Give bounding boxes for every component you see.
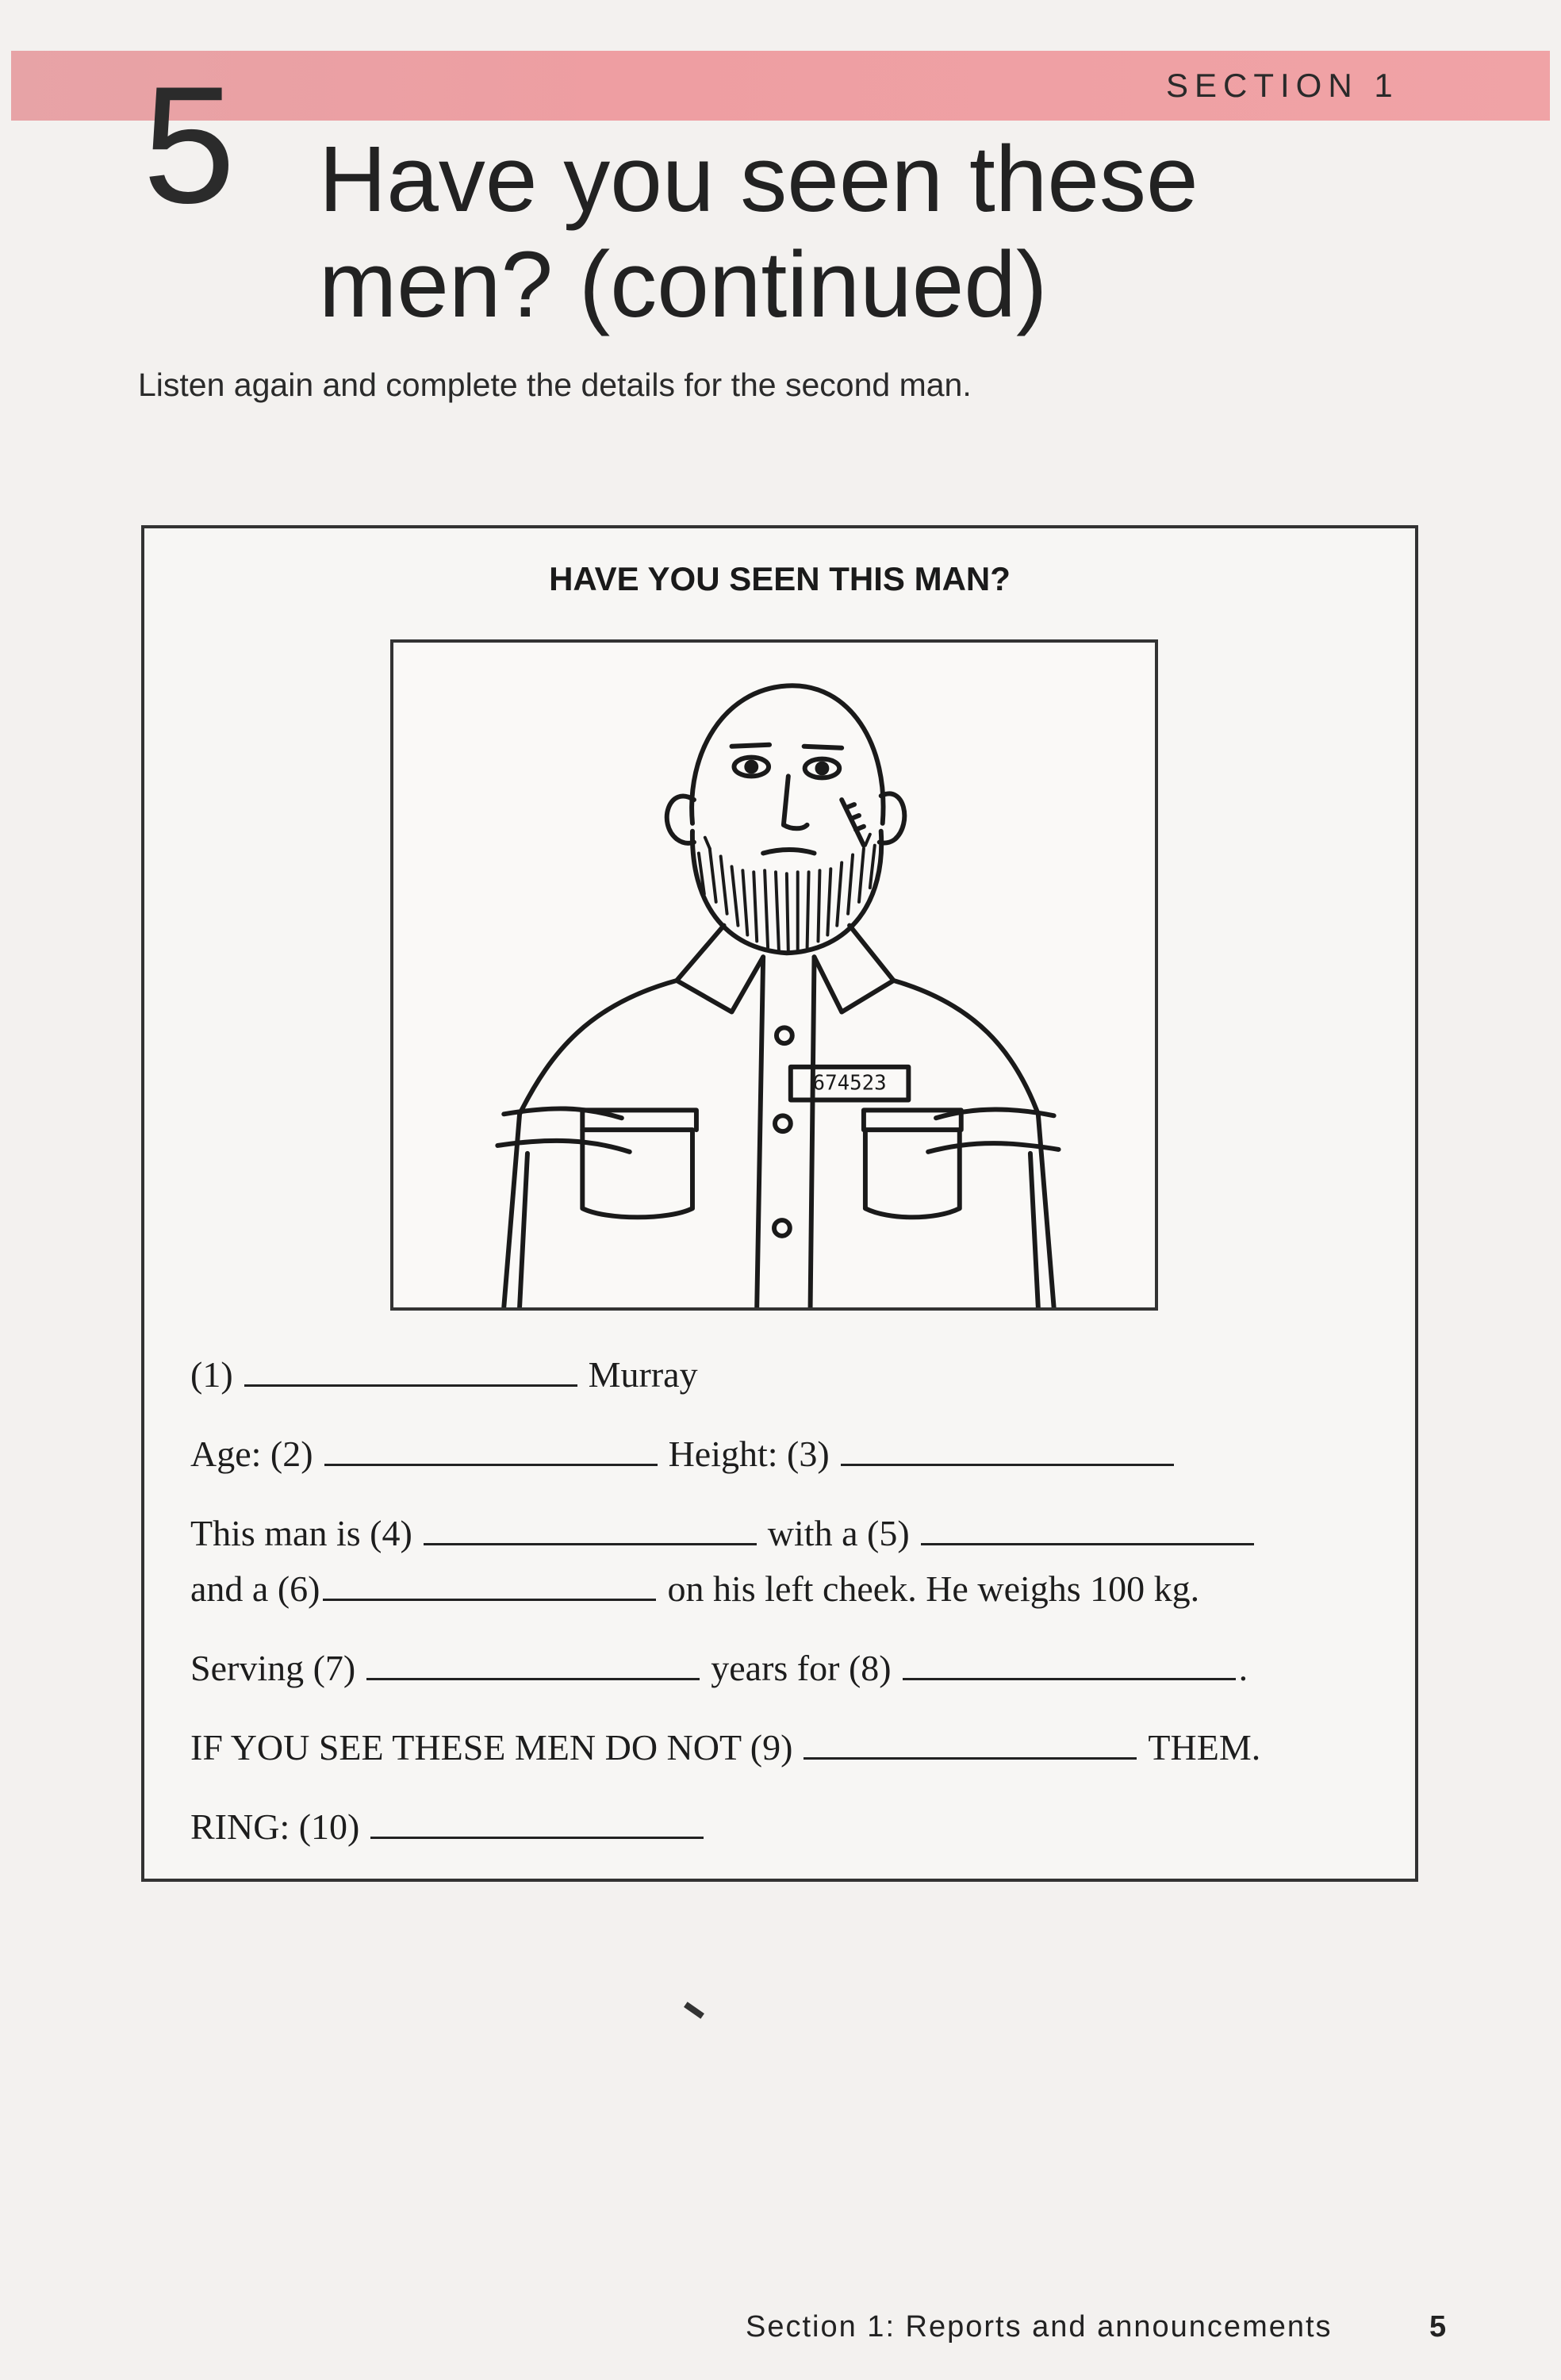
wanted-poster [141, 525, 1418, 1882]
blank-8[interactable] [903, 1651, 1236, 1680]
period-mark: . [1238, 1648, 1248, 1688]
cheek-weight-text: on his left cheek. He weighs 100 kg. [667, 1568, 1200, 1609]
years-for-label: years for (8) [711, 1648, 892, 1688]
prisoner-number-badge: 674523 [812, 1071, 887, 1096]
blank-7[interactable] [366, 1651, 700, 1680]
stray-mark [684, 2002, 704, 2018]
blank-10[interactable] [370, 1810, 704, 1839]
height-label: Height: (3) [668, 1434, 830, 1474]
ring-label: RING: (10) [190, 1806, 360, 1847]
age-label: Age: (2) [190, 1434, 313, 1474]
form-line-7 [190, 1806, 715, 1848]
section-label: SECTION 1 [1166, 67, 1399, 104]
with-a-label: with a (5) [767, 1513, 910, 1553]
blank-2[interactable] [324, 1437, 658, 1466]
this-man-label: This man is (4) [190, 1513, 412, 1553]
blank-6[interactable] [323, 1572, 656, 1601]
them-label: THEM. [1148, 1727, 1261, 1768]
blank-9[interactable] [804, 1730, 1137, 1760]
page-title: Have you seen these men? (continued) [319, 127, 1199, 337]
poster-title: HAVE YOU SEEN THIS MAN? [549, 560, 1011, 597]
footer-section-title: Section 1: Reports and announcements [746, 2310, 1333, 2344]
blank-4[interactable] [424, 1516, 757, 1545]
blank-5[interactable] [921, 1516, 1254, 1545]
mugshot-frame [390, 639, 1158, 1311]
form-line-6 [190, 1726, 1260, 1768]
form-line-5 [190, 1647, 1248, 1689]
blank-1[interactable] [244, 1357, 577, 1387]
form-line-4 [190, 1568, 1199, 1610]
warning-label: IF YOU SEE THESE MEN DO NOT (9) [190, 1727, 793, 1768]
serving-label: Serving (7) [190, 1648, 356, 1688]
blank-1-label: (1) [190, 1354, 233, 1395]
page-number: 5 [1429, 2310, 1447, 2344]
blank-3[interactable] [841, 1437, 1174, 1466]
instruction-text: Listen again and complete the details for the second man. [138, 367, 972, 403]
surname-text: Murray [588, 1354, 698, 1395]
unit-number: 5 [143, 52, 236, 238]
form-line-3 [190, 1512, 1265, 1554]
form-line-2 [190, 1433, 1185, 1475]
and-a-label: and a (6) [190, 1568, 320, 1609]
prisoner-portrait-illustration [393, 643, 1155, 1307]
form-line-1 [190, 1353, 698, 1395]
